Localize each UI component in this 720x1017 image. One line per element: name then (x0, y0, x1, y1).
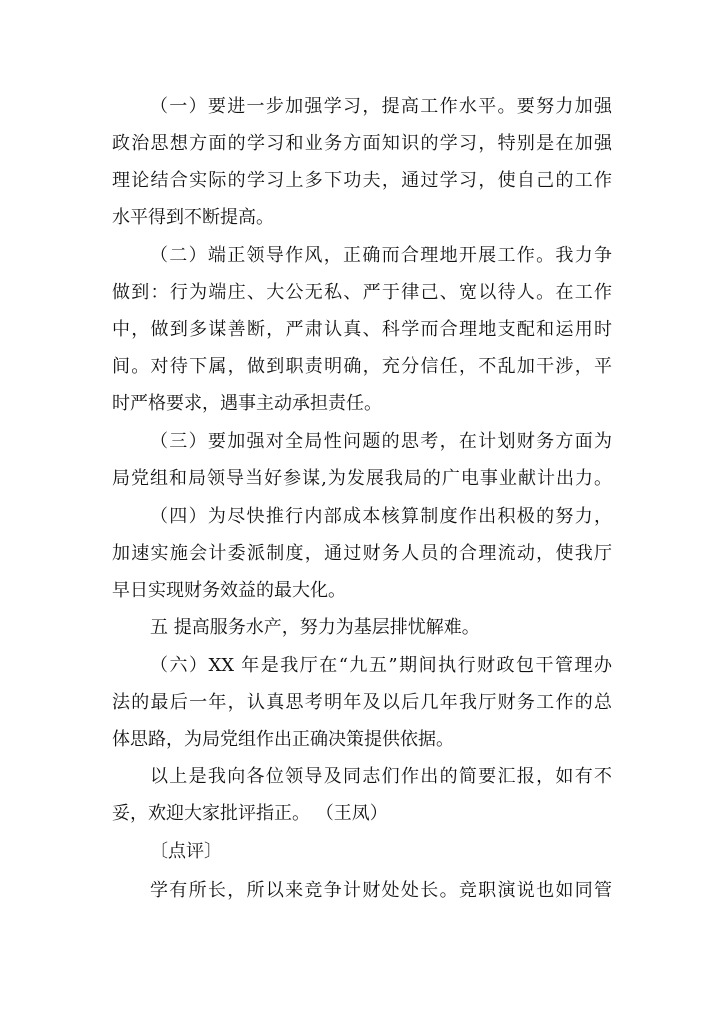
text-line: 体思路，为局党组作出正确决策提供依据。 (112, 729, 454, 750)
text-line: 时严格要求，遇事主动承担责任。 (112, 393, 382, 414)
text-line: 学有所长，所以来竞争计财处处长。竞职演说也如同管 (150, 880, 612, 901)
comment-label: 〔点评〕 (150, 841, 222, 862)
text-line: 做到：行为端庄、大公无私、严于律己、宽以待人。在工作 (112, 282, 612, 303)
text-line: 妥，欢迎大家批评指正。 （王凤） (112, 803, 388, 824)
text-line: （三）要加强对全局性问题的思考，在计划财务方面为 (150, 431, 612, 452)
section-heading: 五 提高服务水产，努力为基层排忧解难。 (150, 617, 480, 638)
text-line: 水平得到不断提高。 (112, 207, 274, 228)
text-line: 局党组和局领导当好参谋,为发展我局的广电事业献计出力。 (112, 468, 612, 489)
text-line: 政治思想方面的学习和业务方面知识的学习，特别是在加强 (112, 133, 612, 154)
text-line: （六）XX 年是我厅在“九五”期间执行财政包干管理办 (150, 655, 612, 676)
text-line: 早日实现财务效益的最大化。 (112, 580, 346, 601)
text-line: 加速实施会计委派制度，通过财务人员的合理流动，使我厅 (112, 543, 612, 564)
text-line: （四）为尽快推行内部成本核算制度作出积极的努力， (150, 506, 612, 527)
text-line: 间。对待下属，做到职责明确，充分信任，不乱加干涉，平 (112, 356, 612, 377)
text-line: 法的最后一年，认真思考明年及以后几年我厅财务工作的总 (112, 692, 612, 713)
text-line: （二）端正领导作风，正确而合理地开展工作。我力争 (150, 245, 612, 266)
text-line: 中，做到多谋善断，严肃认真、科学而合理地支配和运用时 (112, 319, 612, 340)
text-line: （一）要进一步加强学习，提高工作水平。要努力加强 (150, 96, 612, 117)
text-line: 以上是我向各位领导及同志们作出的简要汇报，如有不 (150, 766, 612, 787)
text-line: 理论结合实际的学习上多下功夫，通过学习，使自己的工作 (112, 170, 612, 191)
